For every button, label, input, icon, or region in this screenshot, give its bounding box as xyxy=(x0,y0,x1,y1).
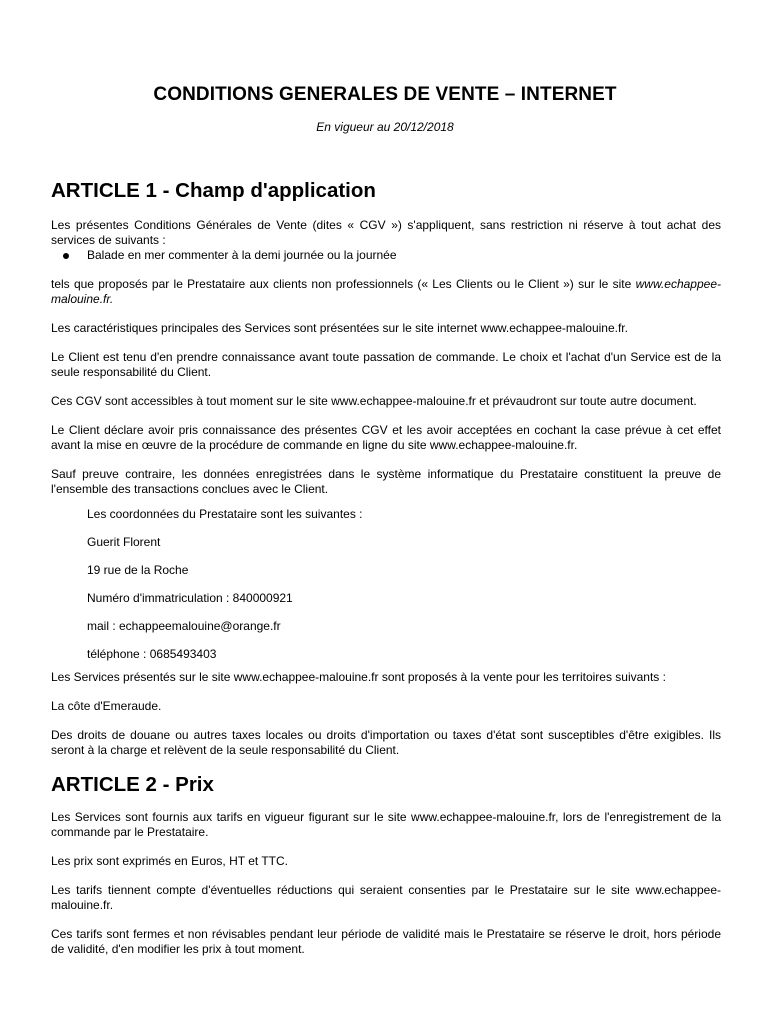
article-1-paragraph: Des droits de douane ou autres taxes locales ou droits d'importation ou taxes d'état sont susceptibles d'être exigibles. Ils seront à la charge et relèvent de la seule responsabilité du Client. xyxy=(51,728,721,757)
services-list xyxy=(51,248,721,263)
effective-date: En vigueur au 20/12/2018 xyxy=(316,120,454,134)
contact-intro: Les coordonnées du Prestataire sont les suivantes : xyxy=(87,507,363,521)
article-1-paragraph: Le Client est tenu d'en prendre connaissance avant toute passation de commande. Le choix et l'achat d'un Service est de la seule responsabilité du Client. xyxy=(51,350,721,379)
article-2-heading: ARTICLE 2 - Prix xyxy=(51,773,214,796)
list-item-text: Balade en mer commenter à la demi journée ou la journée xyxy=(87,248,397,262)
article-1-paragraph: Ces CGV sont accessibles à tout moment sur le site www.echappee-malouine.fr et prévaudront sur toute autre document. xyxy=(51,394,697,408)
document-body xyxy=(51,178,721,957)
document-title: CONDITIONS GENERALES DE VENTE – INTERNET xyxy=(153,84,617,105)
article-2-paragraph: Les prix sont exprimés en Euros, HT et TTC. xyxy=(51,854,288,868)
website-link: www.echappee-malouine.fr. xyxy=(51,277,721,306)
article-1-paragraph: Le Client déclare avoir pris connaissance des présentes CGV et les avoir acceptées en cochant la case prévue à cet effet avant la mise en œuvre de la procédure de commande en ligne du site www.echappee-malouine.fr. xyxy=(51,423,721,452)
provider-phone: téléphone : 0685493403 xyxy=(87,647,217,661)
article-1-paragraph: Les Services présentés sur le site www.echappee-malouine.fr sont proposés à la vente pour les territoires suivants : xyxy=(51,670,666,684)
article-1-paragraph: Les caractéristiques principales des Services sont présentées sur le site internet www.echappee-malouine.fr. xyxy=(51,321,628,335)
list-item xyxy=(63,248,721,263)
article-1-paragraph: Sauf preuve contraire, les données enregistrées dans le système informatique du Prestataire constituent la preuve de l'ensemble des transactions conclues avec le Client. xyxy=(51,467,721,496)
provider-email: mail : echappeemalouine@orange.fr xyxy=(87,619,281,633)
article-1-paragraph: Les présentes Conditions Générales de Vente (dites « CGV ») s'appliquent, sans restriction ni réserve à tout achat des services de suivants : xyxy=(51,218,721,247)
provider-contact-block xyxy=(51,507,721,662)
article-2-paragraph: Ces tarifs sont fermes et non révisables pendant leur période de validité mais le Prestataire se réserve le droit, hors période de validité, d'en modifier les prix à tout moment. xyxy=(51,927,721,956)
provider-name: Guerit Florent xyxy=(87,535,161,549)
article-2-paragraph: Les Services sont fournis aux tarifs en vigueur figurant sur le site www.echappee-malouine.fr, lors de l'enregistrement de la commande par le Prestataire. xyxy=(51,810,721,839)
paragraph-text: tels que proposés par le Prestataire aux clients non professionnels (« Les Clients ou le Client ») sur le site xyxy=(51,277,636,291)
article-1-heading: ARTICLE 1 - Champ d'application xyxy=(51,179,376,202)
document-subtitle xyxy=(0,120,770,134)
provider-address: 19 rue de la Roche xyxy=(87,563,189,577)
article-1-paragraph: La côte d'Emeraude. xyxy=(51,699,162,713)
bullet-icon xyxy=(63,253,69,259)
article-2-paragraph: Les tarifs tiennent compte d'éventuelles réductions qui seraient consenties par le Prestataire sur le site www.echappee-malouine.fr. xyxy=(51,883,721,912)
registration-number: Numéro d'immatriculation : 840000921 xyxy=(87,591,293,605)
article-1-paragraph xyxy=(51,277,721,307)
